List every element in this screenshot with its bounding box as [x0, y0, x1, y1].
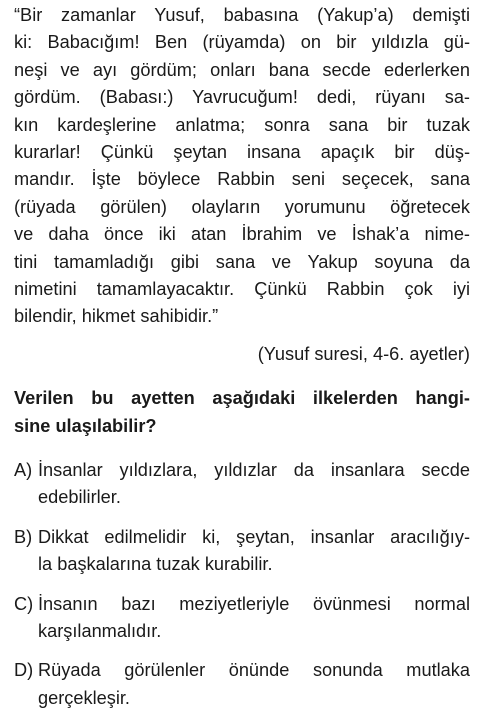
option-line: Dikkat edilmelidir ki, şeytan, insanlar aracılığıy-: [38, 526, 470, 547]
option-d[interactable]: [14, 657, 470, 712]
option-text: [38, 524, 470, 579]
passage-line: bilendir, hikmet sahibidir.”: [14, 306, 219, 327]
passage-line: “Bir zamanlar Yusuf, babasına (Yakup’a) demişti: [14, 5, 470, 25]
option-letter: B): [14, 526, 33, 547]
passage-line: neşi ve ayı gördüm; onları bana secde ederlerken: [14, 59, 470, 80]
question-line: Verilen bu ayetten aşağıdaki ilkelerden hangi-: [14, 388, 470, 408]
option-line: edebilirler.: [38, 487, 121, 508]
option-letter: D): [14, 660, 34, 681]
option-line: karşılanmalıdır.: [38, 621, 162, 642]
passage-line: kın kardeşlerine anlatma; sonra sana bir tuzak: [14, 114, 470, 135]
passage-source: (Yusuf suresi, 4-6. ayetler): [257, 344, 470, 364]
question-line: sine ulaşılabilir?: [14, 415, 157, 436]
option-text: [38, 457, 470, 512]
passage-line: ki: Babacığım! Ben (rüyamda) on bir yıldızla gü-: [14, 32, 470, 53]
quoted-passage: [14, 2, 470, 331]
question-stem: [14, 385, 470, 441]
passage-line: kurarlar! Çünkü şeytan insana apaçık bir düş-: [14, 142, 470, 163]
option-line: İnsanlar yıldızlara, yıldızlar da insanlara secde: [38, 460, 470, 480]
passage-line: mandır. İşte böylece Rabbin seni seçecek, sana: [14, 169, 470, 190]
option-line: la başkalarına tuzak kurabilir.: [38, 554, 273, 575]
passage-line: ve daha önce iki atan İbrahim ve İshak’a nime-: [14, 224, 470, 245]
passage-line: gördüm. (Babası:) Yavrucuğum! dedi, rüyanı sa-: [14, 87, 470, 108]
option-text: [38, 591, 470, 646]
option-line: gerçekleşir.: [38, 687, 130, 708]
option-line: İnsanın bazı meziyetleriyle övünmesi normal: [38, 593, 470, 614]
option-letter: A): [14, 460, 33, 480]
passage-line: tini tamamladığı gibi sana ve Yakup soyuna da: [14, 251, 470, 272]
answer-options: [14, 457, 470, 724]
passage-line: nimetini tamamlayacaktır. Çünkü Rabbin çok iyi: [14, 279, 470, 300]
option-line: Rüyada görülenler önünde sonunda mutlaka: [38, 660, 470, 681]
option-b[interactable]: [14, 524, 470, 579]
passage-line: (rüyada görülen) olayların yorumunu öğretecek: [14, 196, 470, 217]
option-text: [38, 657, 470, 712]
option-c[interactable]: [14, 591, 470, 646]
option-a[interactable]: [14, 457, 470, 512]
option-letter: C): [14, 593, 34, 614]
